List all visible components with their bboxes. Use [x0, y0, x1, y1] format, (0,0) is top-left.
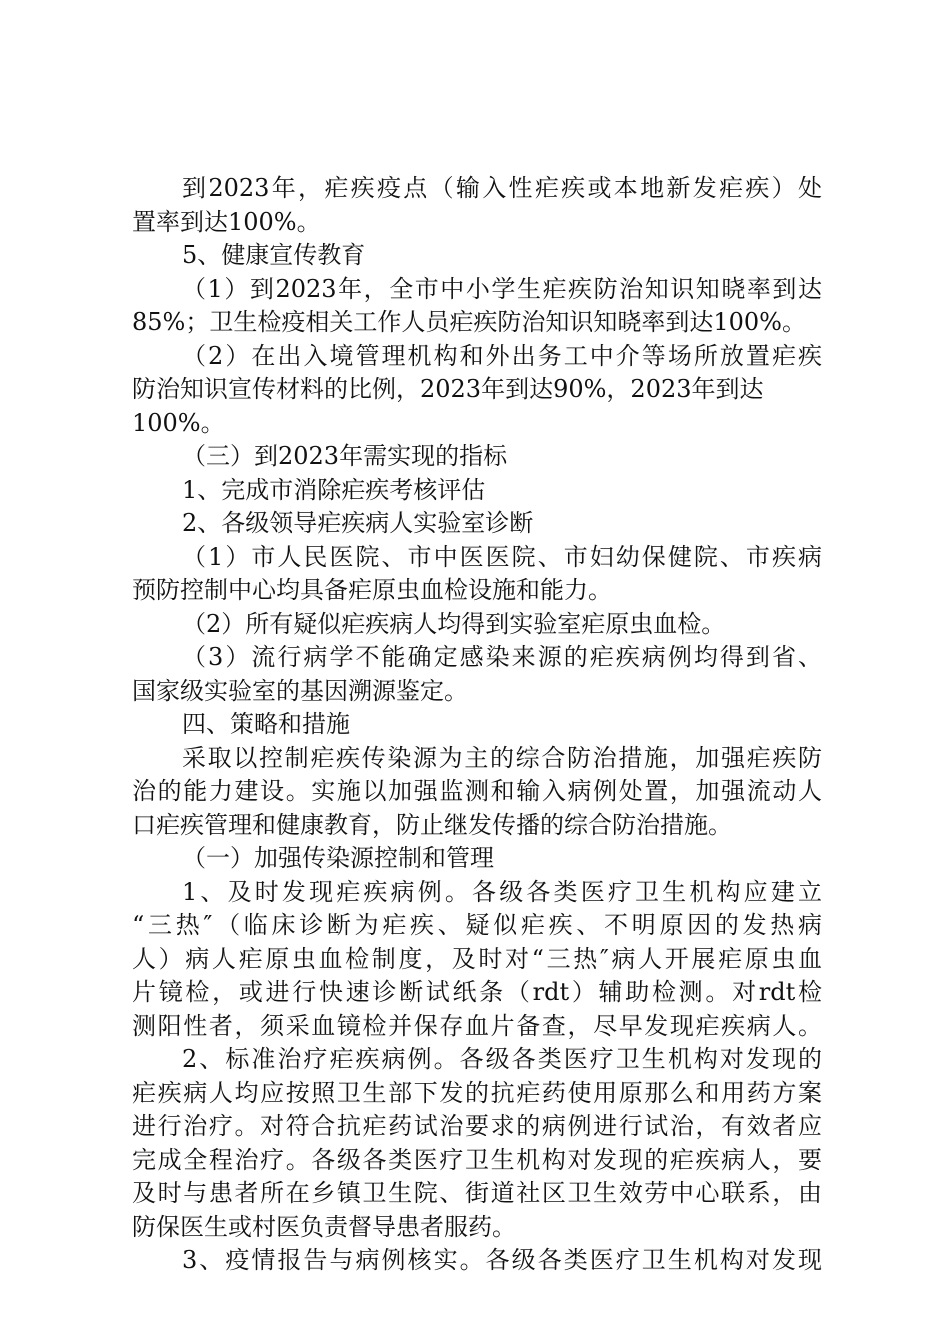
paragraph-line: 2、各级领导疟疾病人实验室诊断	[182, 509, 534, 537]
paragraph-line: 2、标准治疗疟疾病例。各级各类医疗卫生机构对发现的	[182, 1045, 822, 1073]
paragraph-line: 采取以控制疟疾传染源为主的综合防治措施，加强疟疾防	[182, 743, 822, 772]
paragraph-line: 进行治疗。对符合抗疟药试治要求的病例进行试治，有效者应	[132, 1112, 822, 1140]
paragraph-line: 5、健康宣传教育	[182, 241, 366, 269]
paragraph-line: 测阳性者，须采血镜检并保存血片备查，尽早发现疟疾病人。	[132, 1011, 822, 1040]
paragraph-line: 预防控制中心均具备疟原虫血检设施和能力。	[132, 576, 612, 604]
paragraph-line: 治的能力建设。实施以加强监测和输入病例处置，加强流动人	[132, 777, 822, 805]
document-body	[132, 172, 822, 1278]
paragraph-line: 防保医生或村医负责督导患者服药。	[132, 1212, 516, 1241]
paragraph-line: 国家级实验室的基因溯源鉴定。	[132, 676, 468, 705]
paragraph-line: （2）所有疑似疟疾病人均得到实验室疟原虫血检。	[182, 609, 726, 638]
paragraph-line: （3）流行病学不能确定感染来源的疟疾病例均得到省、	[182, 643, 822, 671]
paragraph-line: 到2023年，疟疾疫点（输入性疟疾或本地新发疟疾）处	[182, 174, 822, 202]
paragraph-line: 口疟疾管理和健康教育，防止继发传播的综合防治措施。	[132, 810, 732, 839]
paragraph-line: “三热″（临床诊断为疟疾、疑似疟疾、不明原因的发热病	[132, 911, 822, 939]
paragraph-line: 3、疫情报告与病例核实。各级各类医疗卫生机构对发现	[182, 1246, 822, 1274]
paragraph-line: 疟疾病人均应按照卫生部下发的抗疟药使用原那么和用药方案	[132, 1078, 822, 1107]
paragraph-line: （1）市人民医院、市中医医院、市妇幼保健院、市疾病	[182, 542, 822, 571]
paragraph-line: 1、及时发现疟疾病例。各级各类医疗卫生机构应建立	[182, 877, 822, 906]
paragraph-line: 85%；卫生检疫相关工作人员疟疾防治知识知晓率到达100%。	[132, 308, 806, 336]
paragraph-line: 人）病人疟原虫血检制度，及时对“三热″病人开展疟原虫血	[132, 944, 822, 973]
paragraph-line: 1、完成市消除疟疾考核评估	[182, 475, 486, 504]
paragraph-line: （三）到2023年需实现的指标	[182, 442, 508, 470]
paragraph-line: （2）在出入境管理机构和外出务工中介等场所放置疟疾	[182, 341, 822, 370]
paragraph-line: 四、策略和措施	[182, 710, 350, 738]
paragraph-line: 完成全程治疗。各级各类医疗卫生机构对发现的疟疾病人，要	[132, 1145, 822, 1174]
paragraph-line: （1）到2023年，全市中小学生疟疾防治知识知晓率到达	[182, 274, 822, 303]
paragraph-line: 片镜检，或进行快速诊断试纸条（rdt）辅助检测。对rdt检	[132, 978, 822, 1006]
paragraph-line: 置率到达100%。	[132, 207, 321, 236]
paragraph-line: （一）加强传染源控制和管理	[182, 844, 494, 872]
paragraph-line: 及时与患者所在乡镇卫生院、街道社区卫生效劳中心联系，由	[132, 1179, 822, 1207]
paragraph-line: 100%。	[132, 408, 225, 437]
paragraph-line: 防治知识宣传材料的比例，2023年到达90%，2023年到达	[132, 375, 764, 403]
